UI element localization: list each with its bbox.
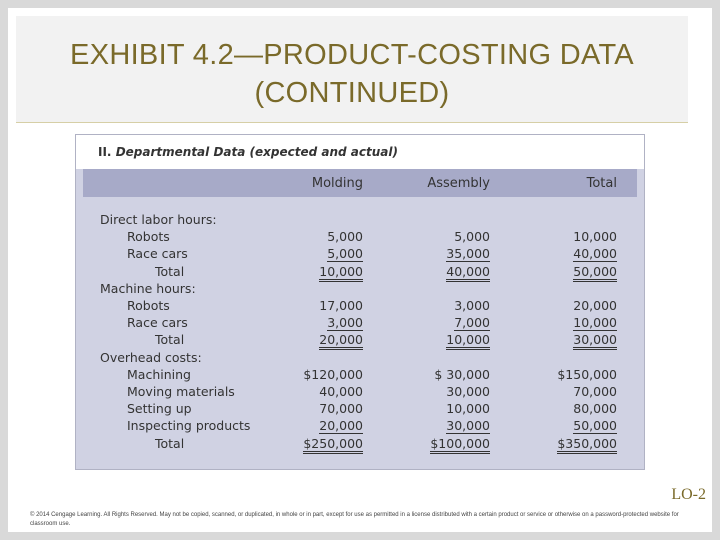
row-value-total: 50,000 bbox=[573, 264, 617, 282]
row-value-molding: 17,000 bbox=[319, 298, 363, 313]
copyright-notice: © 2014 Cengage Learning. All Rights Reserved. May not be copied, scanned, or duplicated, in whole or in part, except for use as permitted in a license distributed with a certain product or service or otherwise on a password-protected website for classroom use. bbox=[30, 512, 679, 527]
row-value-assembly: 3,000 bbox=[454, 298, 490, 313]
title-band bbox=[16, 16, 688, 123]
table-row bbox=[76, 436, 644, 453]
column-header-molding: Molding bbox=[311, 176, 363, 191]
row-value-assembly: 7,000 bbox=[454, 315, 490, 331]
table-title bbox=[98, 145, 398, 159]
table-row bbox=[76, 246, 644, 263]
row-label: Race cars bbox=[127, 315, 188, 331]
row-label: Total bbox=[155, 332, 185, 348]
row-value-molding: $250,000 bbox=[303, 436, 363, 454]
row-value-molding: 70,000 bbox=[319, 401, 363, 417]
row-value-molding: 5,000 bbox=[327, 229, 363, 245]
row-value-assembly: 40,000 bbox=[446, 264, 490, 282]
row-label: Robots bbox=[127, 298, 170, 313]
table-title-prefix: II. bbox=[98, 145, 112, 159]
row-label: Moving materials bbox=[127, 384, 235, 399]
row-value-molding: 10,000 bbox=[319, 264, 363, 282]
row-value-total: 50,000 bbox=[573, 418, 617, 434]
row-value-assembly: 35,000 bbox=[446, 246, 490, 262]
table-row bbox=[76, 212, 644, 229]
row-label: Setting up bbox=[127, 401, 192, 417]
table-row bbox=[76, 350, 644, 367]
row-value-total: 70,000 bbox=[573, 384, 617, 399]
row-value-total: 40,000 bbox=[573, 246, 617, 262]
row-label: Robots bbox=[127, 229, 170, 245]
table-heading bbox=[76, 135, 644, 169]
row-value-total: $150,000 bbox=[557, 366, 617, 382]
table-row bbox=[76, 264, 644, 281]
table-row bbox=[76, 298, 644, 315]
table-row bbox=[76, 401, 644, 418]
row-value-assembly: 5,000 bbox=[454, 229, 490, 245]
row-label: Total bbox=[155, 435, 185, 451]
title-line-1: EXHIBIT 4.2—PRODUCT-COSTING DATA bbox=[70, 39, 634, 71]
row-value-total: 20,000 bbox=[573, 298, 617, 313]
row-label: Overhead costs: bbox=[100, 349, 202, 365]
learning-objective-label: LO-2 bbox=[671, 486, 706, 503]
row-label: Inspecting products bbox=[127, 418, 251, 434]
row-label: Race cars bbox=[127, 246, 188, 262]
table-row bbox=[76, 229, 644, 246]
row-value-assembly: 10,000 bbox=[446, 401, 490, 417]
table-title-text: Departmental Data (expected and actual) bbox=[115, 145, 398, 159]
table-row bbox=[76, 281, 644, 298]
row-value-molding: 20,000 bbox=[319, 418, 363, 434]
row-value-total: 10,000 bbox=[573, 229, 617, 245]
departmental-data-table bbox=[75, 134, 645, 470]
row-value-total: 80,000 bbox=[573, 401, 617, 417]
row-value-total: 30,000 bbox=[573, 332, 617, 350]
row-value-assembly: 30,000 bbox=[446, 418, 490, 434]
row-label: Direct labor hours: bbox=[100, 212, 217, 227]
row-value-molding: $120,000 bbox=[303, 366, 363, 382]
table-row bbox=[76, 332, 644, 349]
row-label: Total bbox=[155, 263, 185, 279]
row-value-molding: 5,000 bbox=[327, 246, 363, 262]
row-value-assembly: $ 30,000 bbox=[434, 366, 490, 382]
table-row bbox=[76, 384, 644, 401]
table-row bbox=[76, 418, 644, 435]
row-value-assembly: 30,000 bbox=[446, 384, 490, 399]
table-row bbox=[76, 315, 644, 332]
row-value-assembly: $100,000 bbox=[430, 436, 490, 454]
row-value-total: $350,000 bbox=[557, 436, 617, 454]
column-header-total: Total bbox=[586, 176, 617, 191]
title-line-2: (CONTINUED) bbox=[254, 77, 450, 109]
row-value-assembly: 10,000 bbox=[446, 332, 490, 350]
row-value-molding: 3,000 bbox=[327, 315, 363, 331]
table-row bbox=[76, 367, 644, 384]
row-value-molding: 40,000 bbox=[319, 384, 363, 399]
row-value-molding: 20,000 bbox=[319, 332, 363, 350]
row-label: Machining bbox=[127, 366, 191, 382]
slide-title bbox=[16, 36, 688, 112]
row-label: Machine hours: bbox=[100, 280, 196, 296]
column-header-assembly: Assembly bbox=[427, 176, 490, 191]
row-value-total: 10,000 bbox=[573, 315, 617, 331]
